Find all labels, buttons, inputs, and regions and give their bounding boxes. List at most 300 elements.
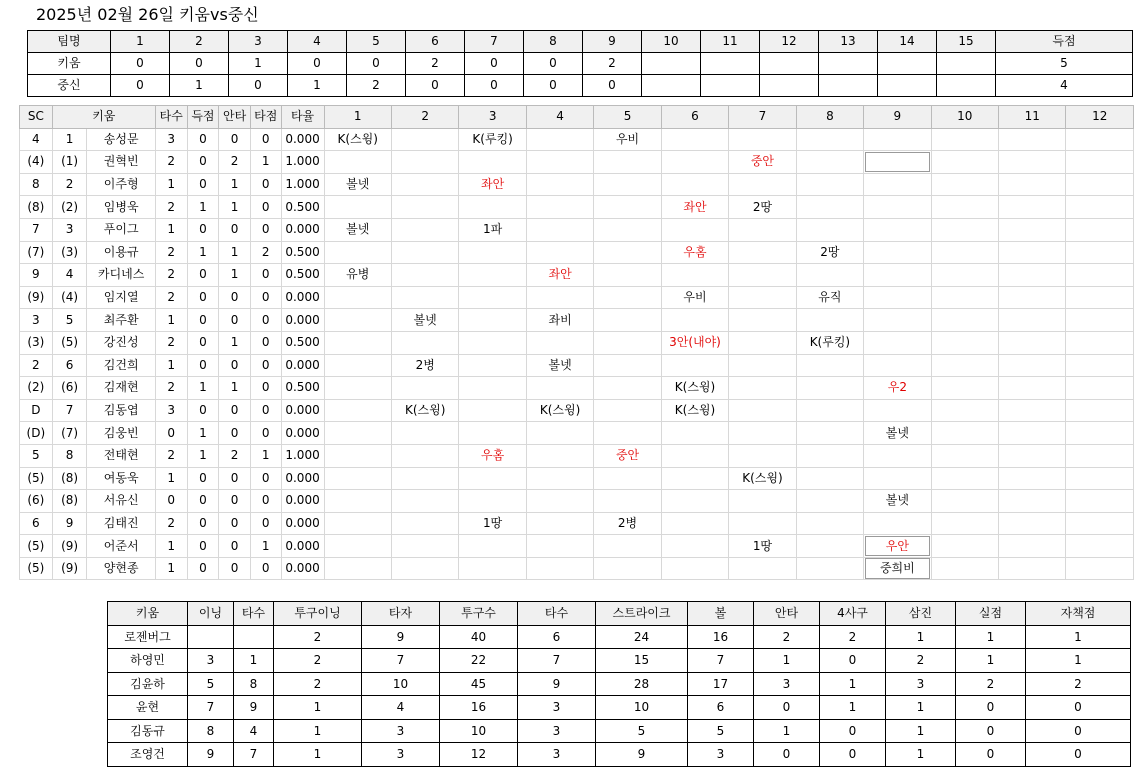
- lineup-header-cell: 6: [661, 106, 728, 129]
- at-bat-result: [391, 490, 458, 513]
- batting-average: 1.000: [281, 173, 324, 196]
- rbi: 0: [250, 286, 281, 309]
- pitcher-row: [108, 672, 1131, 696]
- at-bat-result: 유직: [796, 286, 863, 309]
- rbi: 0: [250, 218, 281, 241]
- at-bats: 2: [155, 377, 187, 400]
- rbi: 0: [250, 196, 281, 219]
- at-bat-result: [1066, 241, 1134, 264]
- at-bat-result: [1066, 173, 1134, 196]
- at-bat-result: [931, 444, 998, 467]
- inning-score: 0: [229, 75, 288, 97]
- scoreboard-header-cell: 12: [760, 31, 819, 53]
- pitching-stat: 16: [688, 625, 754, 649]
- pitching-stat: 1: [274, 743, 362, 767]
- at-bat-result: [526, 557, 593, 580]
- rbi: 1: [250, 444, 281, 467]
- scoreboard-header-cell: 9: [583, 31, 642, 53]
- pitching-stat: 3: [886, 672, 956, 696]
- at-bat-result: [729, 309, 796, 332]
- at-bat-result: [391, 331, 458, 354]
- at-bat-result: [999, 331, 1066, 354]
- batting-average: 0.500: [281, 331, 324, 354]
- runs: 1: [187, 377, 219, 400]
- batting-order: 5: [52, 309, 87, 332]
- at-bats: 2: [155, 286, 187, 309]
- batter-row: [20, 512, 1134, 535]
- inning-score: [642, 75, 701, 97]
- at-bat-result: [931, 264, 998, 287]
- at-bat-result: [1066, 512, 1134, 535]
- at-bat-result: [391, 128, 458, 151]
- at-bat-result: [459, 264, 526, 287]
- at-bat-result: [796, 151, 863, 174]
- batting-average: 0.000: [281, 218, 324, 241]
- at-bats: 0: [155, 490, 187, 513]
- at-bat-result: [729, 422, 796, 445]
- at-bat-result: [864, 241, 931, 264]
- pitching-stat: 6: [518, 625, 596, 649]
- at-bat-result: [864, 264, 931, 287]
- scoreboard-header-cell: 15: [937, 31, 996, 53]
- pitching-header-cell: 자책점: [1026, 602, 1131, 626]
- team-name: 중신: [28, 75, 111, 97]
- at-bat-result: [931, 151, 998, 174]
- rbi: 0: [250, 422, 281, 445]
- position: (5): [20, 467, 53, 490]
- at-bat-result: [999, 377, 1066, 400]
- pitching-stat: 1: [274, 696, 362, 720]
- at-bat-result: [391, 173, 458, 196]
- inning-score: [878, 75, 937, 97]
- player-name: 임지열: [87, 286, 155, 309]
- hits: 0: [219, 512, 251, 535]
- scoreboard-header-cell: 6: [406, 31, 465, 53]
- at-bat-result: K(루킹): [796, 331, 863, 354]
- at-bat-result: [459, 151, 526, 174]
- pitching-stat: 1: [234, 649, 274, 673]
- pitcher-name: 김윤하: [108, 672, 188, 696]
- pitching-stat: 7: [188, 696, 234, 720]
- at-bat-result: [661, 309, 728, 332]
- at-bat-result: [931, 309, 998, 332]
- rbi: 0: [250, 128, 281, 151]
- at-bat-result: 중안: [729, 151, 796, 174]
- hits: 0: [219, 535, 251, 558]
- hits: 1: [219, 331, 251, 354]
- runs: 1: [187, 241, 219, 264]
- player-name: 이용규: [87, 241, 155, 264]
- at-bat-result: [594, 151, 661, 174]
- at-bat-result: [391, 444, 458, 467]
- at-bat-result: [796, 218, 863, 241]
- pitching-stat: 15: [596, 649, 688, 673]
- inning-score: 0: [406, 75, 465, 97]
- inning-score: [642, 53, 701, 75]
- batting-order: 1: [52, 128, 87, 151]
- at-bat-result: [796, 512, 863, 535]
- at-bat-result: [324, 535, 391, 558]
- batter-row: [20, 264, 1134, 287]
- at-bat-result: [526, 218, 593, 241]
- at-bat-result: [324, 151, 391, 174]
- at-bats: 2: [155, 241, 187, 264]
- scoreboard-header-cell: 1: [111, 31, 170, 53]
- lineup-table: [19, 105, 1134, 580]
- position: 5: [20, 444, 53, 467]
- position: (3): [20, 331, 53, 354]
- batter-row: [20, 128, 1134, 151]
- batting-order: (8): [52, 467, 87, 490]
- position: (D): [20, 422, 53, 445]
- runs: 0: [187, 557, 219, 580]
- inning-score: 0: [465, 53, 524, 75]
- at-bat-result: [526, 444, 593, 467]
- position: (6): [20, 490, 53, 513]
- at-bat-result: [594, 173, 661, 196]
- pitching-stat: 3: [518, 719, 596, 743]
- inning-score: 0: [347, 53, 406, 75]
- player-name: 강진성: [87, 331, 155, 354]
- rbi: 0: [250, 512, 281, 535]
- scoreboard-header-cell: 2: [170, 31, 229, 53]
- at-bat-result: [999, 173, 1066, 196]
- at-bat-result: [729, 354, 796, 377]
- at-bat-result: K(스윙): [661, 377, 728, 400]
- pitching-stat: 0: [820, 743, 886, 767]
- player-name: 김건희: [87, 354, 155, 377]
- batter-row: [20, 377, 1134, 400]
- batter-row: [20, 196, 1134, 219]
- pitching-stat: 8: [234, 672, 274, 696]
- pitching-stat: 5: [188, 672, 234, 696]
- at-bat-result: [796, 377, 863, 400]
- inning-score: 2: [406, 53, 465, 75]
- at-bat-result: [999, 218, 1066, 241]
- at-bat-result: [729, 264, 796, 287]
- at-bats: 1: [155, 535, 187, 558]
- at-bat-result: [1066, 535, 1134, 558]
- scoreboard-header-cell: 14: [878, 31, 937, 53]
- at-bat-result: [1066, 218, 1134, 241]
- batting-order: (5): [52, 331, 87, 354]
- lineup-header-row: [20, 106, 1134, 129]
- at-bat-result: [796, 557, 863, 580]
- batting-order: (8): [52, 490, 87, 513]
- at-bat-result: [324, 196, 391, 219]
- at-bats: 2: [155, 151, 187, 174]
- at-bat-result: [1066, 196, 1134, 219]
- at-bat-result: [594, 241, 661, 264]
- at-bat-result: [459, 331, 526, 354]
- at-bat-result: [999, 264, 1066, 287]
- at-bat-result: 좌안: [526, 264, 593, 287]
- runs: 0: [187, 331, 219, 354]
- lineup-header-cell: 안타: [219, 106, 251, 129]
- at-bat-result: [594, 535, 661, 558]
- at-bat-result: [324, 467, 391, 490]
- pitching-stat: 2: [274, 625, 362, 649]
- at-bat-result: [459, 535, 526, 558]
- pitching-stat: 1: [754, 719, 820, 743]
- at-bat-result: [796, 196, 863, 219]
- runs: 1: [187, 444, 219, 467]
- at-bat-result: [661, 467, 728, 490]
- pitching-stat: 5: [688, 719, 754, 743]
- pitching-stat: 1: [1026, 649, 1131, 673]
- at-bat-result: [661, 173, 728, 196]
- pitching-stat: 0: [820, 719, 886, 743]
- pitcher-name: 조영건: [108, 743, 188, 767]
- batting-order: 8: [52, 444, 87, 467]
- lineup-header-cell: 득점: [187, 106, 219, 129]
- at-bat-result: [864, 286, 931, 309]
- position: D: [20, 399, 53, 422]
- pitching-header-cell: 실점: [956, 602, 1026, 626]
- at-bat-result: [931, 490, 998, 513]
- team-name: 키움: [28, 53, 111, 75]
- at-bat-result: [931, 218, 998, 241]
- at-bat-result: [1066, 151, 1134, 174]
- rbi: 0: [250, 309, 281, 332]
- pitching-stat: 1: [956, 625, 1026, 649]
- at-bat-result: [729, 286, 796, 309]
- at-bat-result: [459, 422, 526, 445]
- at-bat-result: [459, 490, 526, 513]
- pitching-stat: 1: [886, 719, 956, 743]
- at-bat-result: [864, 196, 931, 219]
- pitching-stat: 1: [1026, 625, 1131, 649]
- lineup-header-cell: 9: [864, 106, 931, 129]
- position: 6: [20, 512, 53, 535]
- at-bat-result: 우홈: [661, 241, 728, 264]
- hits: 1: [219, 173, 251, 196]
- pitching-stat: 3: [518, 743, 596, 767]
- batter-row: [20, 535, 1134, 558]
- at-bat-result: [796, 444, 863, 467]
- position: 4: [20, 128, 53, 151]
- batting-average: 0.000: [281, 399, 324, 422]
- at-bat-result: [391, 286, 458, 309]
- batting-average: 0.500: [281, 264, 324, 287]
- at-bat-result: 볼넷: [391, 309, 458, 332]
- at-bat-result: 볼넷: [526, 354, 593, 377]
- at-bat-result: [931, 512, 998, 535]
- at-bat-result: [931, 286, 998, 309]
- position: (4): [20, 151, 53, 174]
- at-bat-result: 유병: [324, 264, 391, 287]
- runs: 0: [187, 490, 219, 513]
- runs: 0: [187, 128, 219, 151]
- pitching-stat: 16: [440, 696, 518, 720]
- pitching-stat: 12: [440, 743, 518, 767]
- inning-score: 0: [524, 75, 583, 97]
- at-bat-result: [999, 490, 1066, 513]
- inning-score: [937, 75, 996, 97]
- scoreboard-header-cell: 3: [229, 31, 288, 53]
- batting-average: 1.000: [281, 151, 324, 174]
- at-bat-result: [661, 557, 728, 580]
- batting-average: 0.000: [281, 512, 324, 535]
- at-bat-result: [864, 151, 931, 174]
- at-bat-result: K(스윙): [661, 399, 728, 422]
- batter-row: [20, 444, 1134, 467]
- at-bat-result: [324, 444, 391, 467]
- hits: 1: [219, 377, 251, 400]
- pitching-stat: 1: [886, 696, 956, 720]
- at-bats: 0: [155, 422, 187, 445]
- pitcher-name: 김동규: [108, 719, 188, 743]
- at-bat-result: [324, 422, 391, 445]
- at-bats: 1: [155, 467, 187, 490]
- at-bat-result: [391, 535, 458, 558]
- inning-score: 0: [170, 53, 229, 75]
- batting-average: 0.000: [281, 286, 324, 309]
- rbi: 2: [250, 241, 281, 264]
- inning-score: 0: [288, 53, 347, 75]
- player-name: 김재현: [87, 377, 155, 400]
- at-bat-result: [526, 196, 593, 219]
- pitching-stat: 28: [596, 672, 688, 696]
- at-bat-result: [1066, 309, 1134, 332]
- pitching-header-cell: 볼: [688, 602, 754, 626]
- pitching-stat: 9: [518, 672, 596, 696]
- pitching-stat: 1: [754, 649, 820, 673]
- rbi: 0: [250, 490, 281, 513]
- batting-average: 1.000: [281, 444, 324, 467]
- batter-row: [20, 422, 1134, 445]
- inning-score: [760, 75, 819, 97]
- at-bat-result: [324, 309, 391, 332]
- at-bat-result: [324, 490, 391, 513]
- pitching-stat: 2: [1026, 672, 1131, 696]
- at-bat-result: [1066, 128, 1134, 151]
- lineup-header-cell: 3: [459, 106, 526, 129]
- at-bat-result: [594, 354, 661, 377]
- at-bat-result: [796, 490, 863, 513]
- runs: 0: [187, 535, 219, 558]
- lineup-header-cell: 타율: [281, 106, 324, 129]
- position: (5): [20, 557, 53, 580]
- batting-order: (9): [52, 535, 87, 558]
- at-bat-result: K(루킹): [459, 128, 526, 151]
- position: (8): [20, 196, 53, 219]
- at-bat-result: 1파: [459, 218, 526, 241]
- inning-score: [701, 75, 760, 97]
- at-bats: 1: [155, 354, 187, 377]
- at-bat-result: [1066, 422, 1134, 445]
- at-bats: 3: [155, 399, 187, 422]
- at-bat-result: 2땅: [729, 196, 796, 219]
- pitcher-row: [108, 719, 1131, 743]
- at-bat-result: [324, 354, 391, 377]
- batting-order: (1): [52, 151, 87, 174]
- inning-score: [937, 53, 996, 75]
- at-bat-result: [729, 241, 796, 264]
- at-bat-result: [864, 218, 931, 241]
- batting-order: (9): [52, 557, 87, 580]
- pitching-stat: 0: [1026, 719, 1131, 743]
- at-bat-result: [1066, 286, 1134, 309]
- at-bat-result: [999, 309, 1066, 332]
- scoreboard-row: [28, 75, 1133, 97]
- at-bat-result: [526, 377, 593, 400]
- at-bat-result: K(스윙): [324, 128, 391, 151]
- pitching-header-cell: 4사구: [820, 602, 886, 626]
- at-bat-result: [999, 286, 1066, 309]
- rbi: 1: [250, 535, 281, 558]
- at-bat-result: [1066, 490, 1134, 513]
- scoreboard-header-cell: 13: [819, 31, 878, 53]
- at-bat-result: [864, 399, 931, 422]
- inning-score: 0: [524, 53, 583, 75]
- at-bat-result: [931, 241, 998, 264]
- at-bat-result: [999, 196, 1066, 219]
- position: (5): [20, 535, 53, 558]
- batting-order: 2: [52, 173, 87, 196]
- runs: 0: [187, 286, 219, 309]
- inning-score: [878, 53, 937, 75]
- lineup-header-cell: 4: [526, 106, 593, 129]
- inning-score: [760, 53, 819, 75]
- at-bat-result: [459, 354, 526, 377]
- at-bat-result: [661, 512, 728, 535]
- batting-average: 0.500: [281, 241, 324, 264]
- pitcher-row: [108, 696, 1131, 720]
- at-bat-result: [864, 309, 931, 332]
- pitching-stat: 7: [362, 649, 440, 673]
- pitching-stat: 2: [956, 672, 1026, 696]
- pitching-stat: 9: [188, 743, 234, 767]
- at-bat-result: 좌비: [526, 309, 593, 332]
- batting-order: 9: [52, 512, 87, 535]
- at-bat-result: 우2: [864, 377, 931, 400]
- at-bat-result: [796, 467, 863, 490]
- at-bat-result: [729, 557, 796, 580]
- rbi: 0: [250, 467, 281, 490]
- pitching-stat: 22: [440, 649, 518, 673]
- at-bat-result: 2병: [391, 354, 458, 377]
- at-bat-result: [594, 264, 661, 287]
- at-bat-result: [931, 467, 998, 490]
- pitching-stat: 10: [596, 696, 688, 720]
- pitching-stat: 1: [956, 649, 1026, 673]
- scoreboard-row: [28, 53, 1133, 75]
- position: 3: [20, 309, 53, 332]
- at-bat-result: 볼넷: [324, 218, 391, 241]
- rbi: 0: [250, 377, 281, 400]
- at-bat-result: 1땅: [459, 512, 526, 535]
- at-bat-result: [526, 490, 593, 513]
- pitching-stat: 1: [820, 696, 886, 720]
- pitching-stat: 0: [754, 743, 820, 767]
- runs: 0: [187, 399, 219, 422]
- at-bat-result: [391, 218, 458, 241]
- inning-score: 2: [347, 75, 406, 97]
- pitching-header-cell: 키움: [108, 602, 188, 626]
- hits: 0: [219, 286, 251, 309]
- batting-average: 0.500: [281, 196, 324, 219]
- batting-order: 7: [52, 399, 87, 422]
- pitcher-name: 하영민: [108, 649, 188, 673]
- inning-score: 5: [996, 53, 1133, 75]
- hits: 0: [219, 490, 251, 513]
- pitching-header-cell: 투구이닝: [274, 602, 362, 626]
- lineup-header-cell: 10: [931, 106, 998, 129]
- lineup-header-cell: SC: [20, 106, 53, 129]
- batter-row: [20, 173, 1134, 196]
- batting-order: (6): [52, 377, 87, 400]
